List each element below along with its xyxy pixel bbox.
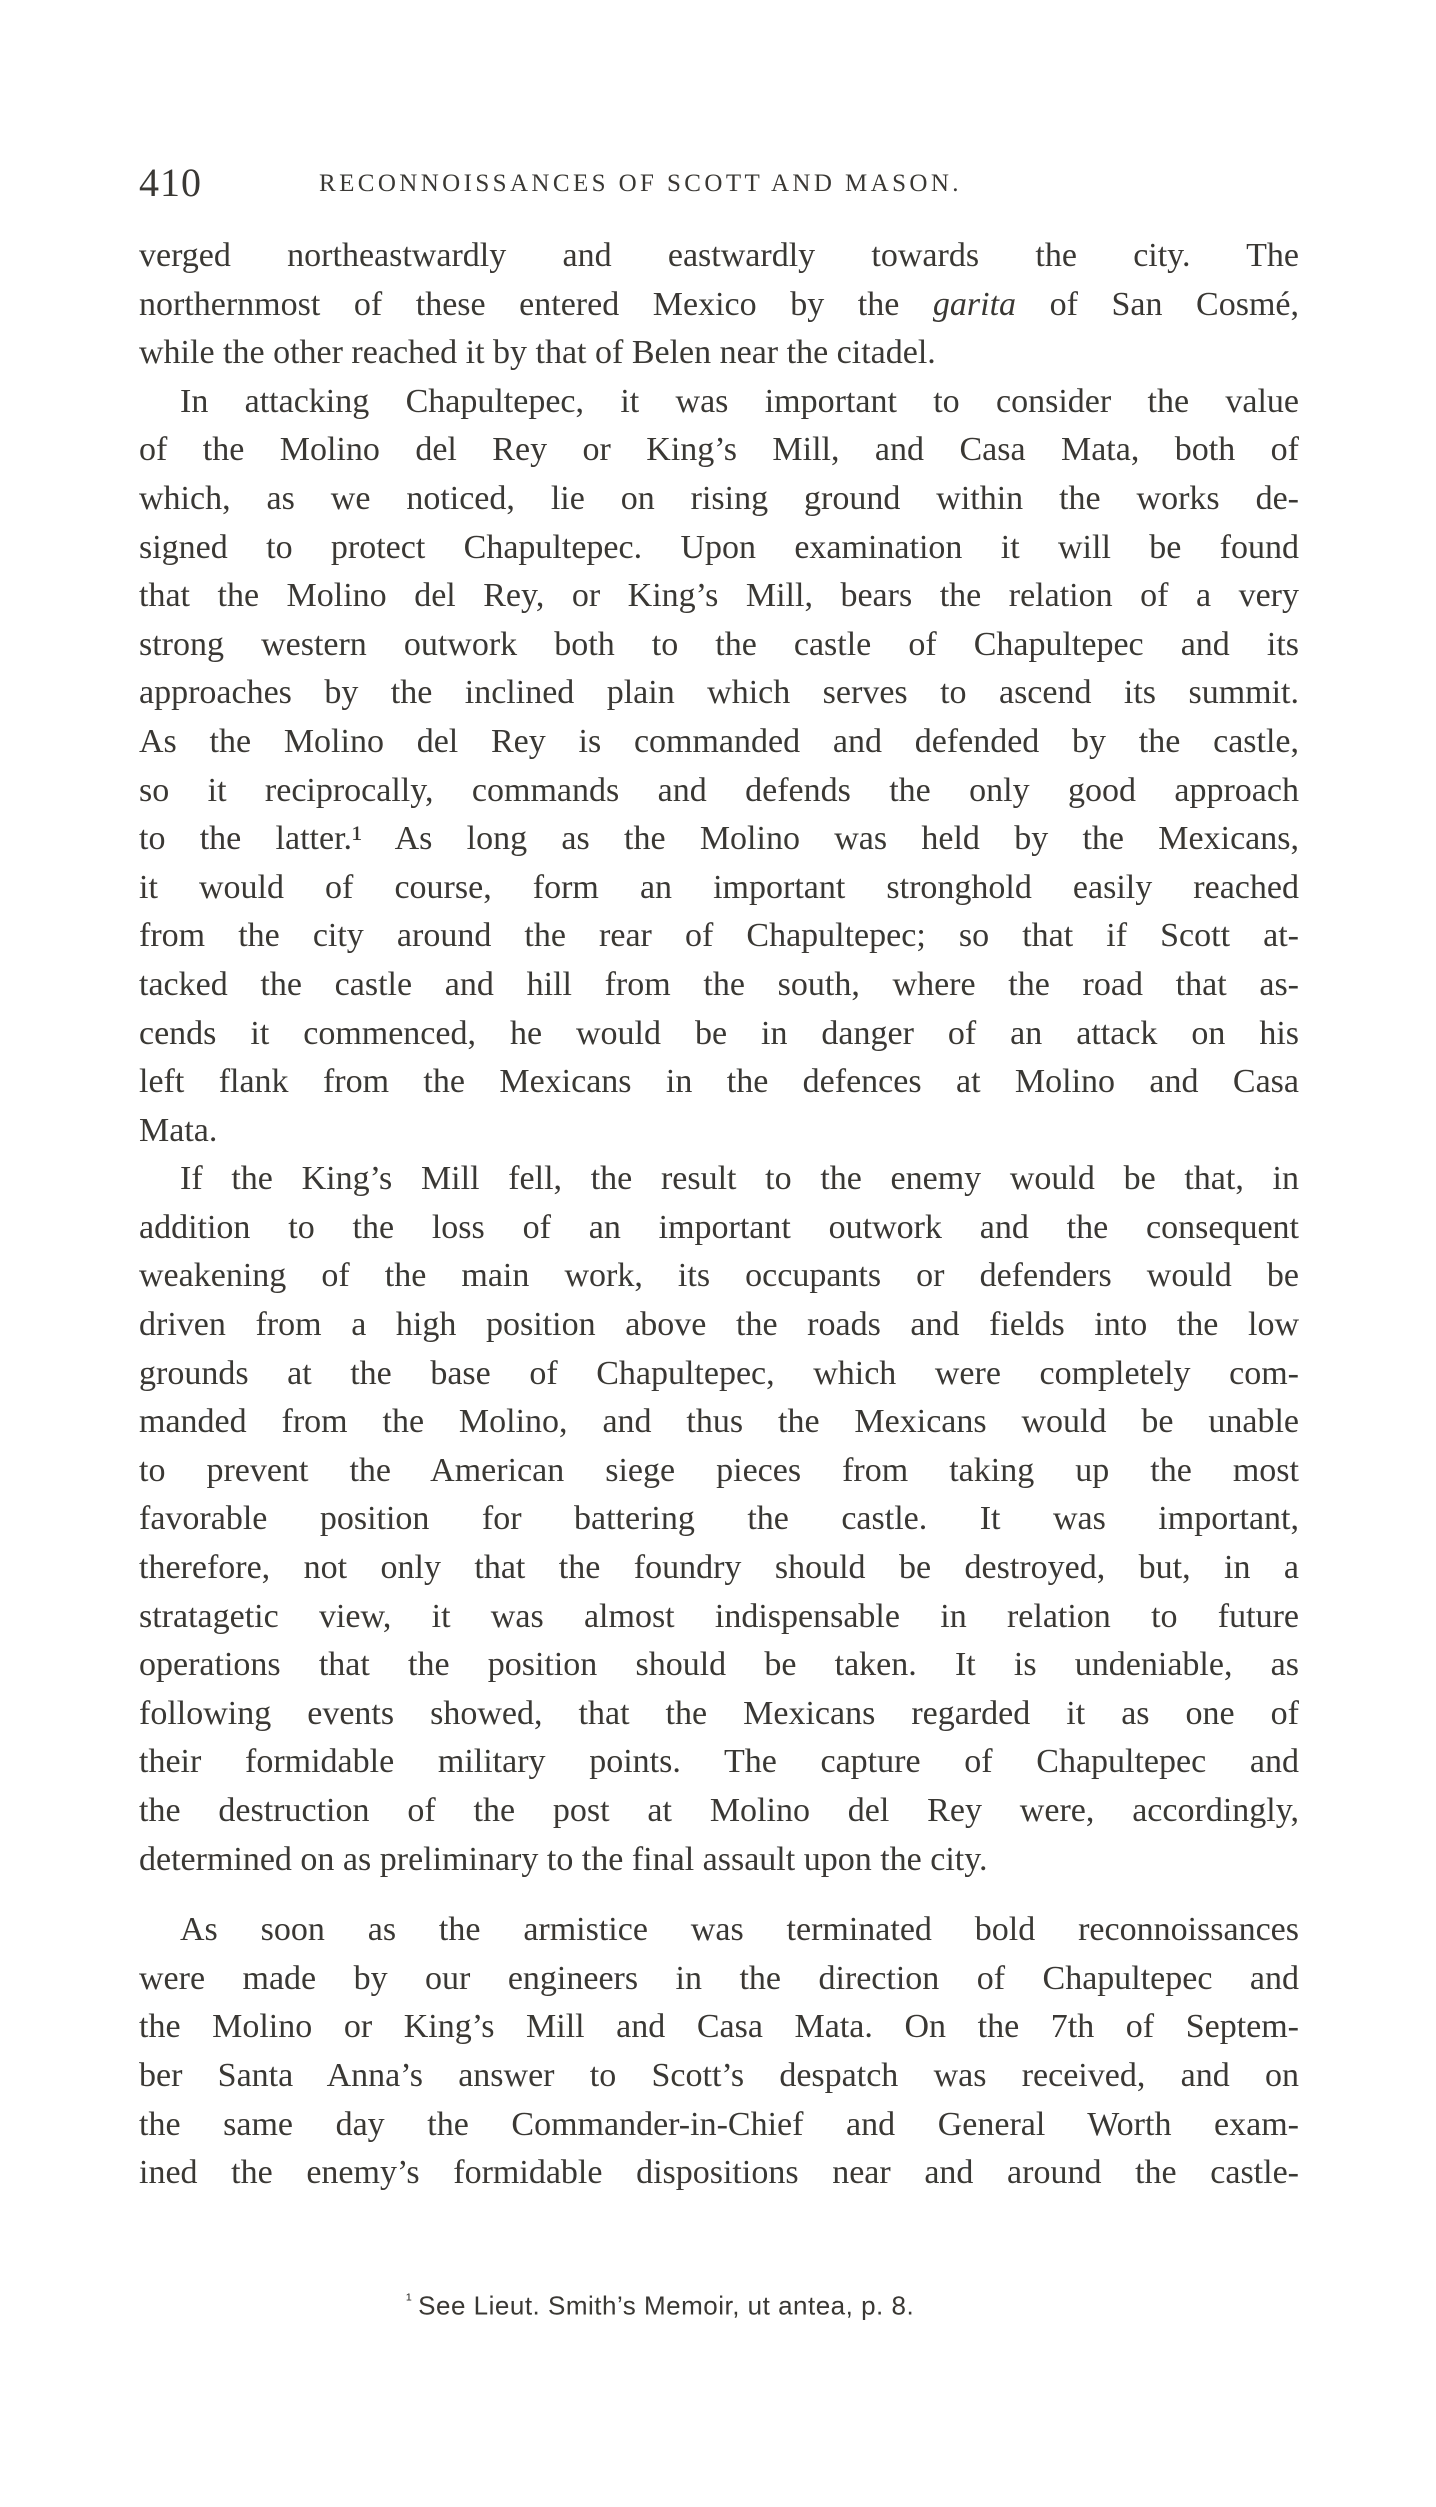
text-line: favorable position for battering the castle. It was important, (139, 1500, 1299, 1538)
text-line: following events showed, that the Mexicans regarded it as one of (139, 1694, 1299, 1732)
text-line: stratagetic view, it was almost indispensable in relation to future (139, 1597, 1299, 1635)
text-line: determined on as preliminary to the final assault upon the city. (139, 1840, 988, 1878)
text-line: If the King’s Mill fell, the result to the enemy would be that, in (180, 1160, 1299, 1198)
footnote-text: See Lieut. Smith’s Memoir, ut antea, p. 8. (418, 2290, 915, 2321)
text-line: that the Molino del Rey, or King’s Mill, bears the relation of a very (139, 577, 1299, 615)
paragraph-gap (139, 1884, 1299, 1906)
text-line: to prevent the American siege pieces from taking up the most (139, 1451, 1299, 1489)
text-line: so it reciprocally, commands and defends the only good approach (139, 771, 1299, 809)
footnote-marker: ¹ (406, 2290, 413, 2309)
text-line: verged northeastwardly and eastwardly towards the city. The (139, 237, 1299, 274)
text-line: tacked the castle and hill from the south, where the road that as- (139, 965, 1299, 1003)
text-line: As the Molino del Rey is commanded and defended by the castle, (139, 722, 1299, 760)
text-line: In attacking Chapultepec, it was important to consider the value (180, 382, 1299, 420)
body-text (139, 232, 1299, 2198)
text-line: operations that the position should be taken. It is undeniable, as (139, 1646, 1299, 1684)
text-line: the destruction of the post at Molino del Rey were, accordingly, (139, 1792, 1299, 1829)
text-line: approaches by the inclined plain which serves to ascend its summit. (139, 674, 1299, 712)
text-line: weakening of the main work, its occupants or defenders would be (139, 1257, 1299, 1295)
text-line: ber Santa Anna’s answer to Scott’s despatch was received, and on (139, 2056, 1299, 2094)
text-line: Mata. (139, 1111, 218, 1149)
text-line: of the Molino del Rey or King’s Mill, and Casa Mata, both of (139, 431, 1299, 469)
text-line-with-italic: northernmost of these entered Mexico by the garita of San Cosmé, (139, 285, 1299, 323)
italic-term: garita (932, 285, 1017, 323)
page-number: 410 (139, 160, 202, 205)
text-line: which, as we noticed, lie on rising ground within the works de- (139, 479, 1299, 517)
text-line: the Molino or King’s Mill and Casa Mata. On the 7th of Septem- (139, 2008, 1299, 2046)
text-line: As soon as the armistice was terminated bold reconnoissances (180, 1911, 1299, 1949)
text-line: while the other reached it by that of Belen near the citadel. (139, 334, 936, 372)
text-line: cends it commenced, he would be in danger of an attack on his (139, 1014, 1299, 1052)
text-line: left flank from the Mexicans in the defences at Molino and Casa (139, 1063, 1299, 1101)
text-line: therefore, not only that the foundry should be destroyed, but, in a (139, 1549, 1299, 1587)
text-line: strong western outwork both to the castle of Chapultepec and its (139, 625, 1299, 663)
text-line: were made by our engineers in the direction of Chapultepec and (139, 1959, 1299, 1997)
text-line: their formidable military points. The capture of Chapultepec and (139, 1743, 1299, 1781)
text-line: ined the enemy’s formidable dispositions near and around the castle- (139, 2154, 1299, 2192)
text-line: the same day the Commander-in-Chief and General Worth exam- (139, 2105, 1299, 2143)
page-header (139, 158, 1099, 208)
running-head: RECONNOISSANCES OF SCOTT AND MASON. (319, 170, 962, 197)
text-line: driven from a high position above the roads and fields into the low (139, 1306, 1299, 1344)
text-line: from the city around the rear of Chapultepec; so that if Scott at- (139, 917, 1299, 955)
text-line: grounds at the base of Chapultepec, which were completely com- (139, 1354, 1299, 1392)
text-line: it would of course, form an important stronghold easily reached (139, 868, 1299, 906)
text-line: signed to protect Chapultepec. Upon examination it will be found (139, 528, 1299, 566)
footnote (406, 2280, 914, 2326)
text-line: manded from the Molino, and thus the Mexicans would be unable (139, 1403, 1299, 1441)
text-line: addition to the loss of an important outwork and the consequent (139, 1208, 1299, 1246)
text-line-with-footnote-ref: to the latter.¹ As long as the Molino was held by the Mexicans, (139, 820, 1299, 858)
